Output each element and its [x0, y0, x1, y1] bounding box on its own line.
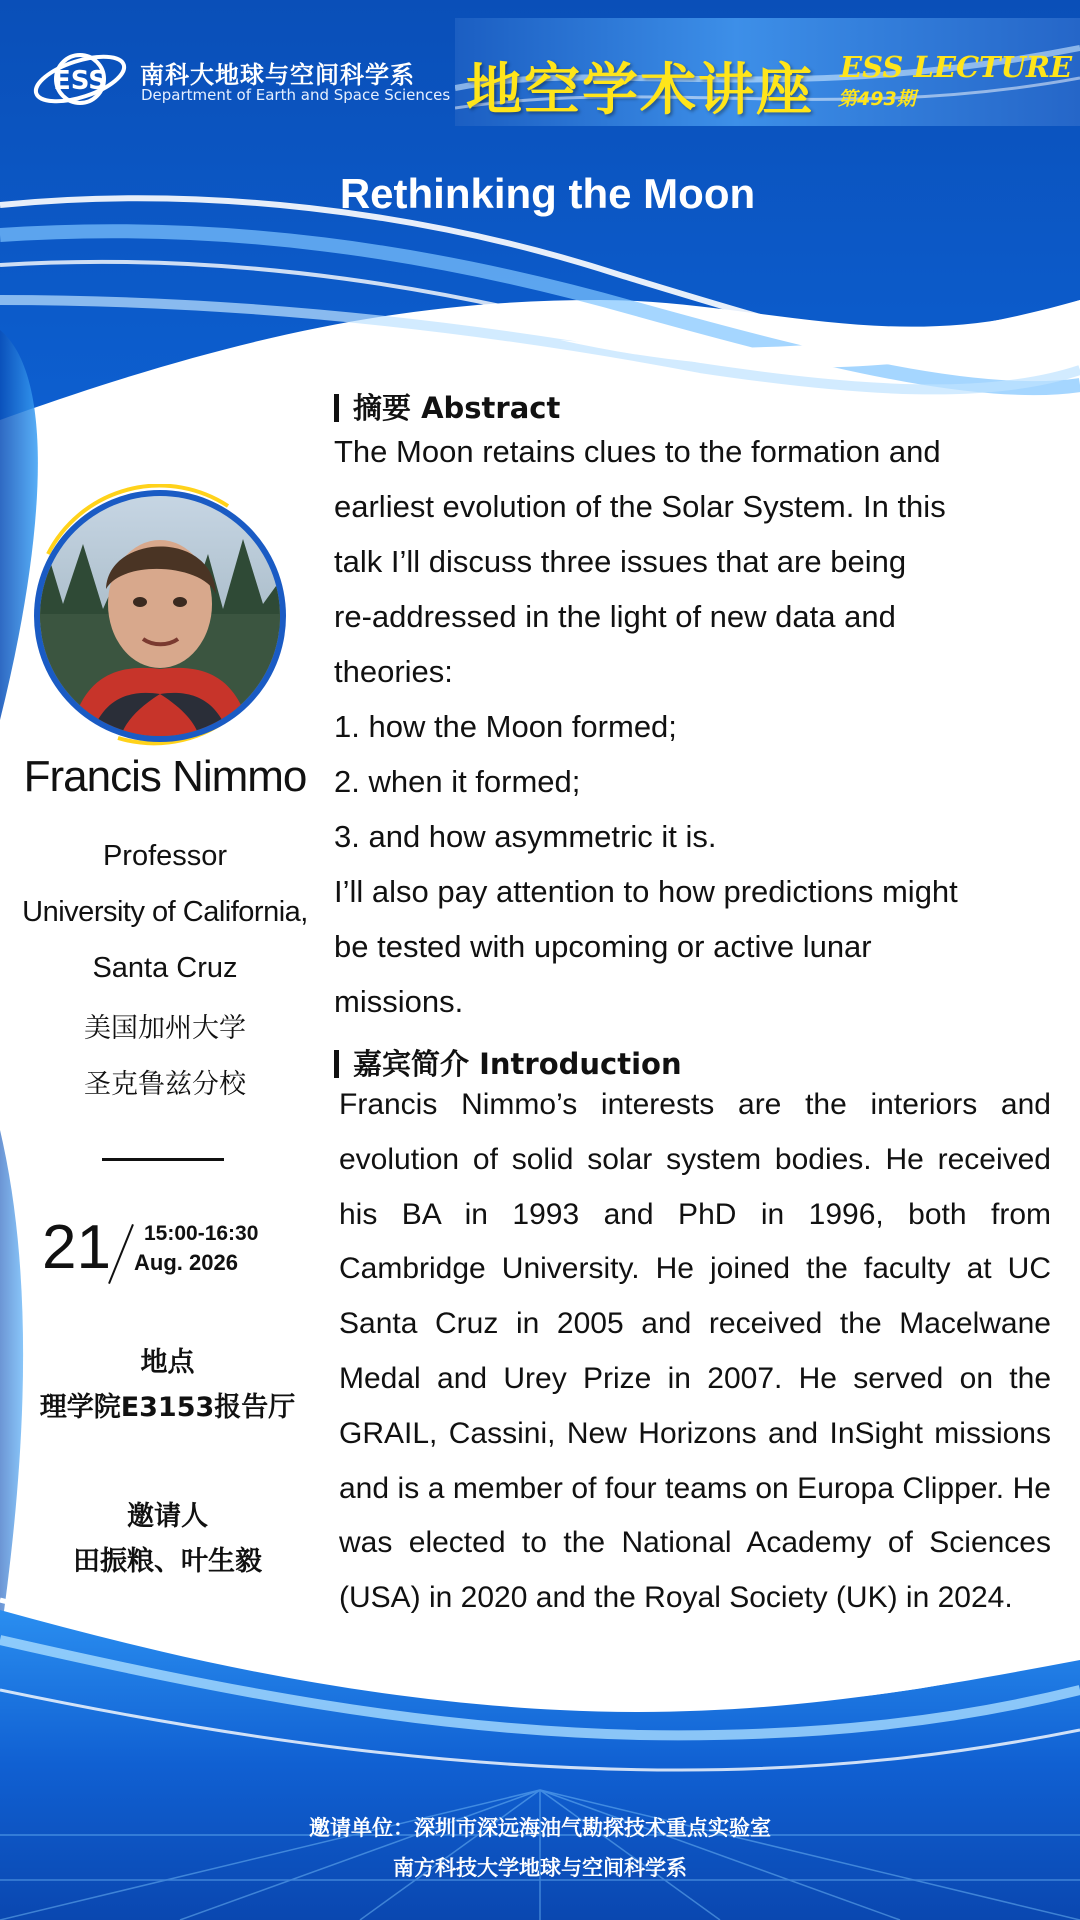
department-logo	[30, 44, 130, 114]
abstract-line: The Moon retains clues to the formation and	[334, 434, 941, 469]
department-footer-line: 南方科技大学地球与空间科学系	[393, 1856, 687, 1880]
svg-text:ESS: ESS	[52, 66, 108, 96]
heading-bar	[334, 1050, 339, 1078]
speaker-title: Professor	[102, 840, 228, 872]
department-name-en: Department of Earth and Space Sciences	[141, 86, 451, 104]
host-label: 邀请人	[127, 1501, 208, 1532]
divider	[102, 1158, 224, 1161]
date-month-year: Aug. 2026	[134, 1250, 238, 1275]
date-day: 21	[42, 1213, 111, 1282]
host-names: 田振粮、叶生毅	[73, 1546, 262, 1577]
abstract-line: earliest evolution of the Solar System. In this	[334, 489, 946, 524]
abstract-heading-text: 摘要 Abstract	[353, 391, 561, 425]
time-range: 15:00-16:30	[144, 1222, 259, 1245]
speaker-name: Francis Nimmo	[23, 752, 307, 801]
speaker-affiliation-line1: University of California,	[22, 896, 308, 928]
abstract-line: 3. and how asymmetric it is.	[334, 819, 717, 854]
speaker-photo	[28, 484, 292, 748]
organizer-line: 邀请单位：深圳市深远海油气勘探技术重点实验室	[309, 1816, 771, 1840]
department-name-cn: 南科大地球与空间科学系	[140, 61, 415, 89]
lecture-series-title-en: ESS LECTURE	[840, 50, 1073, 84]
lecture-issue-number: 第493期	[838, 88, 916, 110]
speaker-affiliation-line2: Santa Cruz	[92, 952, 238, 984]
abstract-line: missions.	[334, 984, 464, 1019]
venue-label: 地点	[140, 1347, 195, 1378]
heading-bar	[334, 394, 339, 422]
abstract-line: re-addressed in the light of new data and	[334, 599, 896, 634]
lecture-series-title-cn: 地空学术讲座	[466, 57, 814, 123]
abstract-line: be tested with upcoming or active lunar	[334, 929, 872, 964]
venue-value: 理学院E3153报告厅	[39, 1392, 296, 1423]
abstract-line: 2. when it formed;	[334, 764, 581, 799]
talk-title: Rethinking the Moon	[339, 170, 756, 217]
speaker-affiliation-cn-line1: 美国加州大学	[84, 1013, 246, 1044]
introduction-text: Francis Nimmo’s interests are the interiors and evolution of solid solar system bodies. He received his BA in 1993 and PhD in 1996, both from Cambridge University. He joined the faculty at UC Santa Cruz in 2005 and received the Macelwane Medal and Urey Prize in 2007. He served on the GRAIL, Cassini, New Horizons and InSight missions and is a member of four teams on Europa Clipper. He was elected to the National Academy of Sciences (USA) in 2020 and the Royal Society (UK) in 2024.	[339, 1088, 1051, 1615]
abstract-line: talk I’ll discuss three issues that are being	[334, 544, 907, 579]
abstract-line: 1. how the Moon formed;	[334, 709, 677, 744]
abstract-line: I’ll also pay attention to how predictions might	[334, 874, 958, 909]
abstract-line: theories:	[334, 654, 453, 689]
abstract-heading	[334, 386, 560, 427]
speaker-affiliation-cn-line2: 圣克鲁兹分校	[84, 1069, 246, 1100]
introduction-heading	[334, 1042, 682, 1083]
introduction-heading-text: 嘉宾简介 Introduction	[353, 1047, 682, 1081]
